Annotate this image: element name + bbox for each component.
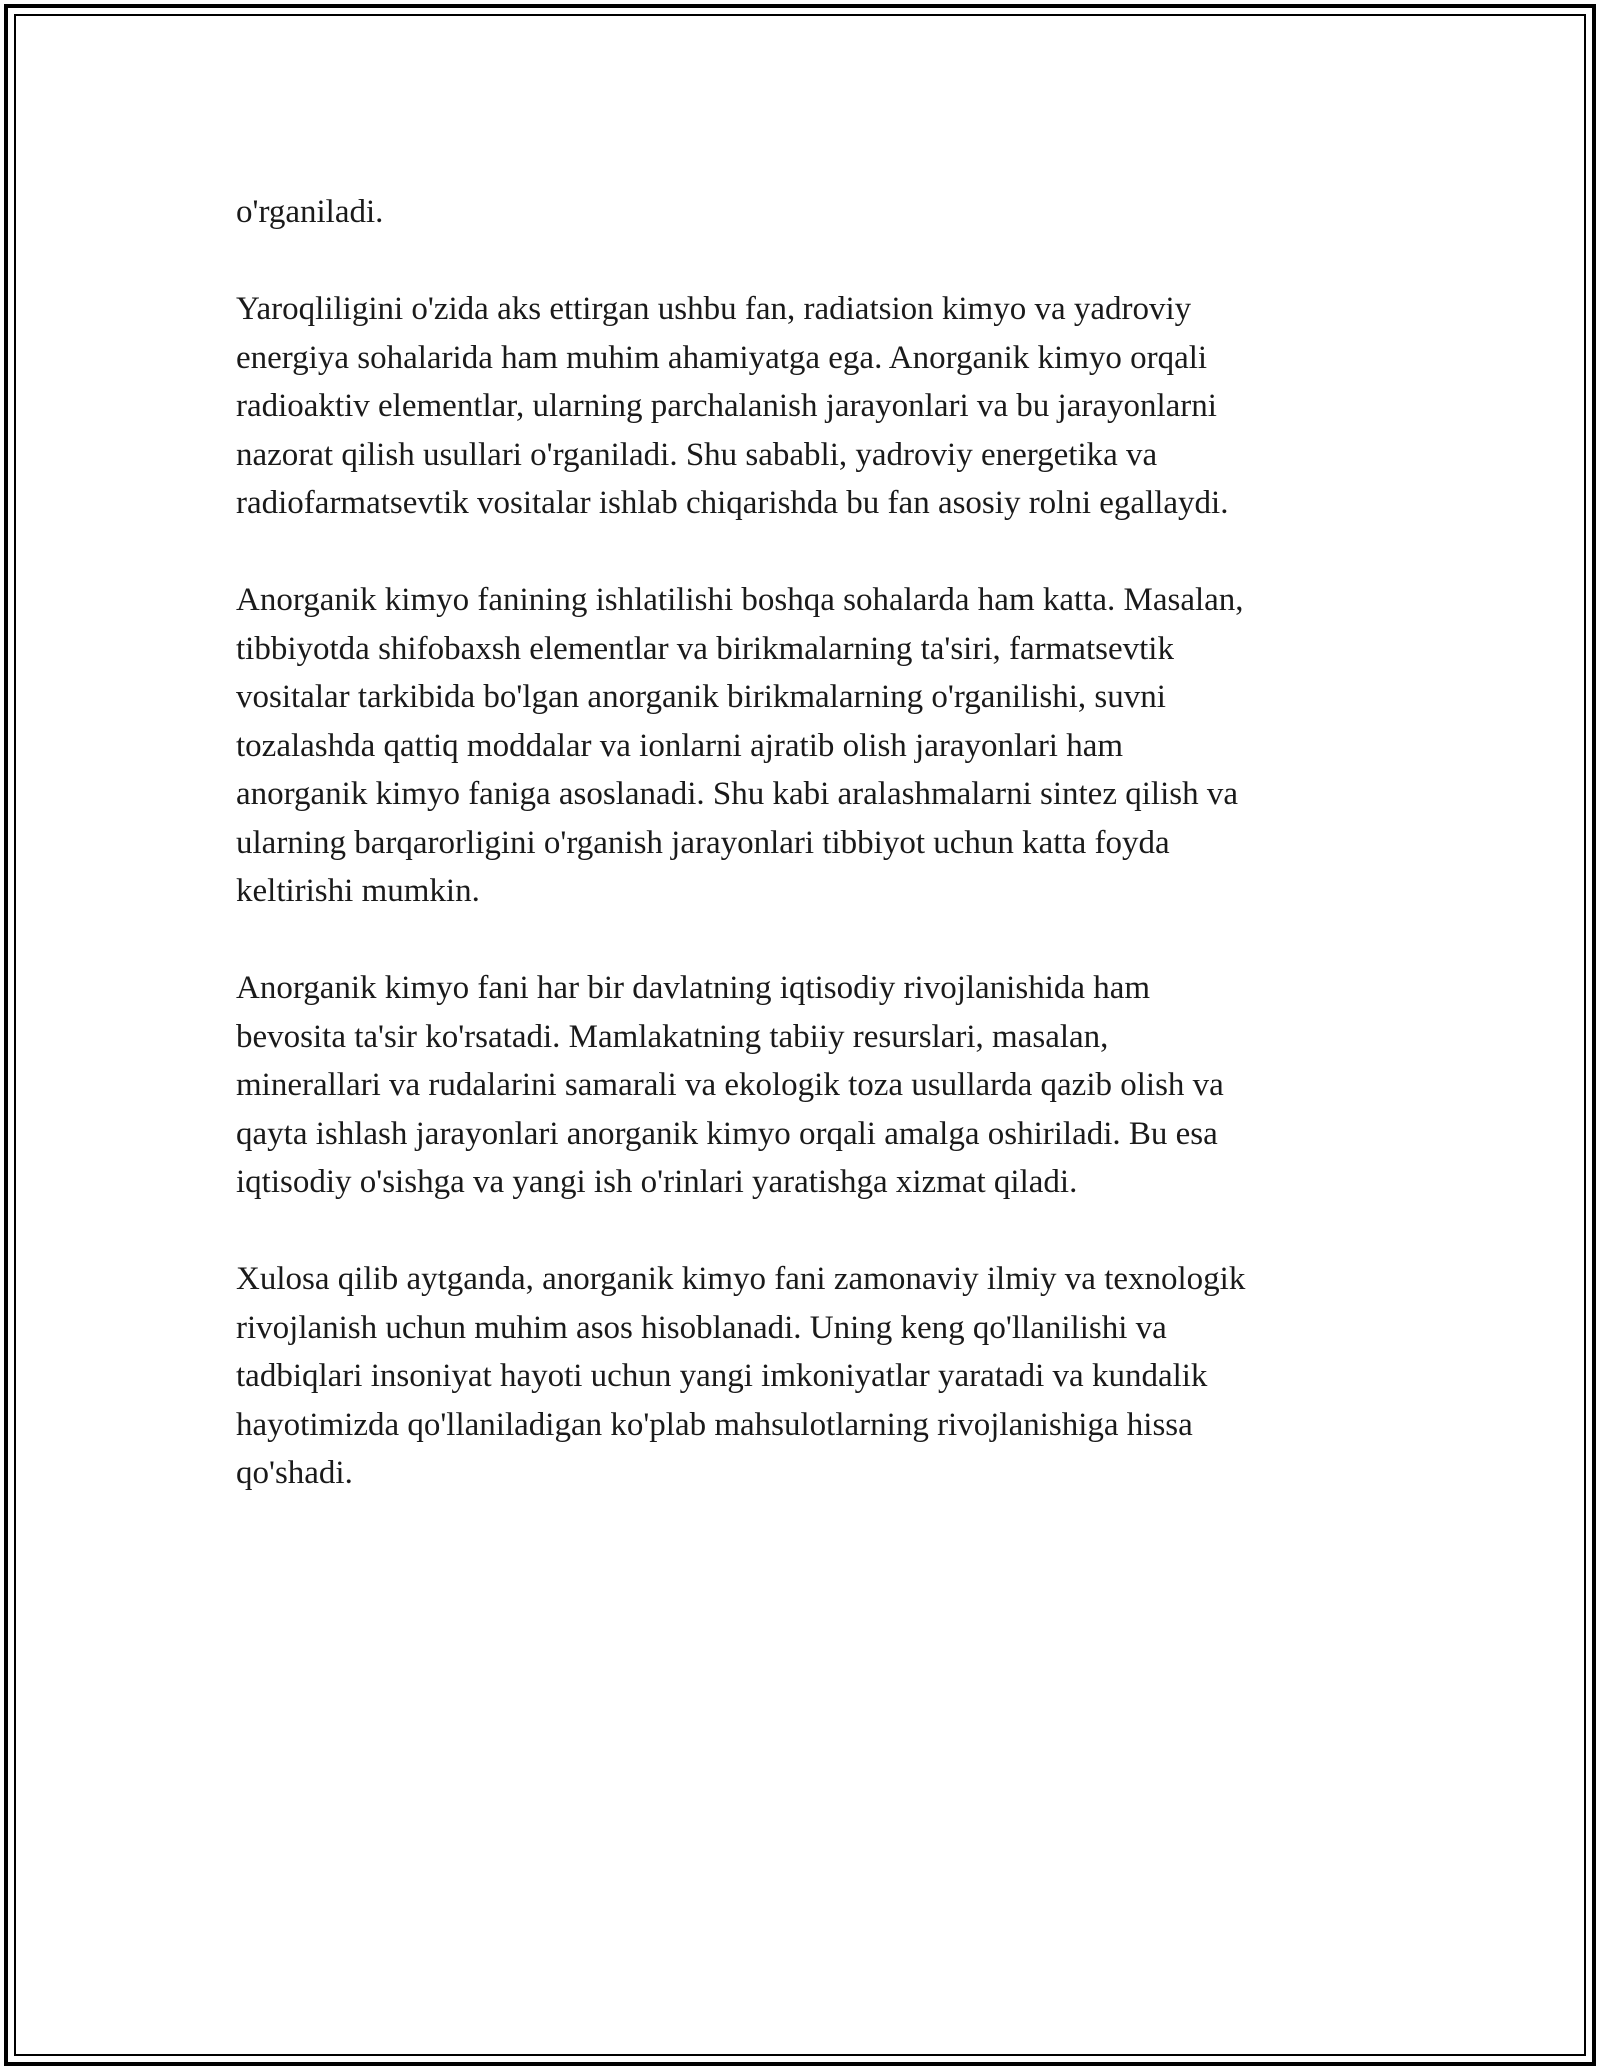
paragraph-continuation: o'rganiladi. xyxy=(236,194,384,230)
paragraph-conclusion: Xulosa qilib aytganda, anorganik kimyo fani zamonaviy ilmiy va texnologik rivojlanish uchun muhim asos hisoblanadi. Uning keng qo'llanilishi va tadbiqlari insoniyat hayoti uchun yangi imkoniyatlar yaratadi va kundalik hayotimizda qo'llaniladigan ko'plab mahsulotlarning rivojlanishiga hissa qo'shadi. xyxy=(236,1261,1246,1491)
paragraph-medicine-applications: Anorganik kimyo fanining ishlatilishi boshqa sohalarda ham katta. Masalan, tibbiyotda shifobaxsh elementlar va birikmalarning ta'siri, farmatsevtik vositalar tarkibida bo'lgan anorganik birikmalarning o'rganilishi, suvni tozalashda qattiq moddalar va ionlarni ajratib olish jarayonlari ham anorganik kimyo faniga asoslanadi. Shu kabi aralashmalarni sintez qilish va ularning barqarorligini o'rganish jarayonlari tibbiyot uchun katta foyda keltirishi mumkin. xyxy=(236,582,1244,909)
paragraph-economic-development: Anorganik kimyo fani har bir davlatning iqtisodiy rivojlanishida ham bevosita ta'sir ko'rsatadi. Mamlakatning tabiiy resurslari, masalan, minerallari va rudalarini samarali va ekologik toza usullarda qazib olish va qayta ishlash jarayonlari anorganik kimyo orqali amalga oshiriladi. Bu esa iqtisodiy o'sishga va yangi ish o'rinlari yaratishga xizmat qiladi. xyxy=(236,970,1224,1200)
document-body xyxy=(236,188,1406,1546)
paragraph-radiation-chemistry: Yaroqliligini o'zida aks ettirgan ushbu fan, radiatsion kimyo va yadroviy energiya sohalarida ham muhim ahamiyatga ega. Anorganik kimyo orqali radioaktiv elementlar, ularning parchalanish jarayonlari va bu jarayonlarni nazorat qilish usullari o'rganiladi. Shu sababli, yadroviy energetika va radiofarmatsevtik vositalar ishlab chiqarishda bu fan asosiy rolni egallaydi. xyxy=(236,291,1229,521)
